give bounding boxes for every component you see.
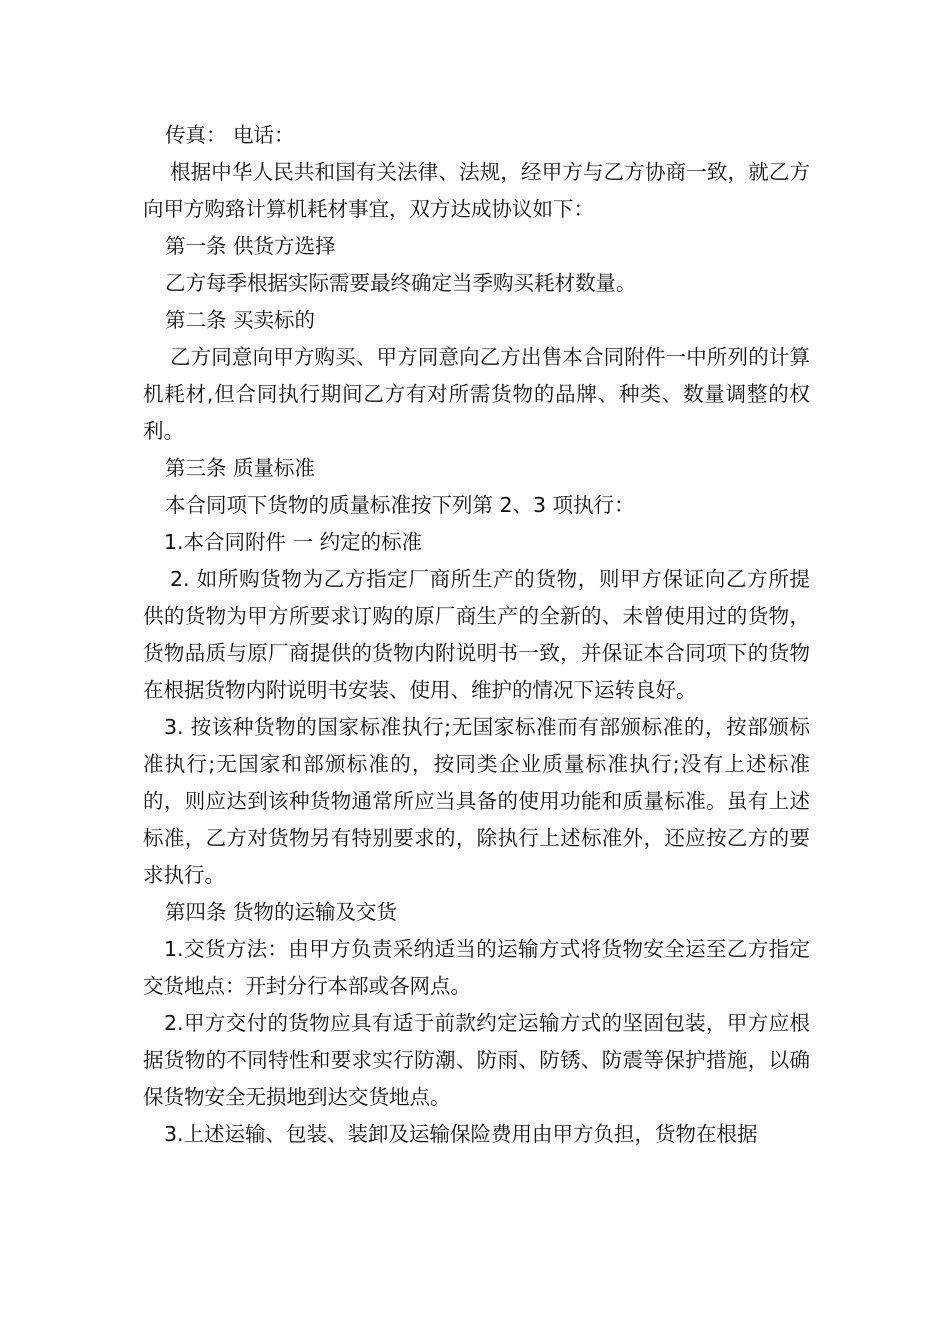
article-3-heading: 第三条 质量标准 <box>165 456 316 480</box>
article-3-intro: 本合同项下货物的质量标准按下列第 2、3 项执行： <box>165 493 635 517</box>
fax-phone-line: 传真： 电话： <box>165 123 295 147</box>
article-1-heading: 第一条 供货方选择 <box>165 234 336 258</box>
article-4-item-2: 2.甲方交付的货物应具有适于前款约定运输方式的坚固包装，甲方应根据货物的不同特性和要求实行防潮、防雨、防锈、防震等保护措施，以确保货物安全无损地到达交货地点。 <box>143 1011 810 1109</box>
article-3-item-3: 3. 按该种货物的国家标准执行;无国家标准而有部颁标准的，按部颁标准执行;无国家和部颁标准的，按同类企业质量标准执行;没有上述标准的，则应达到该种货物通常所应当具备的使用功能和质量标准。虽有上述标准，乙方对货物另有特别要求的，除执行上述标准外，还应按乙方的要求执行。 <box>143 715 810 887</box>
article-2-body: 乙方同意向甲方购买、甲方同意向乙方出售本合同附件一中所列的计算机耗材,但合同执行期间乙方有对所需货物的品牌、种类、数量调整的权利。 <box>143 345 810 443</box>
article-3-item-1: 1.本合同附件 一 约定的标准 <box>164 530 423 554</box>
article-4-item-3: 3.上述运输、包装、装卸及运输保险费用由甲方负担，货物在根据 <box>164 1122 758 1146</box>
article-4-heading: 第四条 货物的运输及交货 <box>165 900 398 924</box>
article-4-item-1: 1.交货方法：由甲方负责采纳适当的运输方式将货物安全运至乙方指定交货地点：开封分行本部或各网点。 <box>143 937 810 998</box>
article-1-body: 乙方每季根据实际需要最终确定当季购买耗材数量。 <box>165 271 637 295</box>
preamble-paragraph: 根据中华人民共和国有关法律、法规，经甲方与乙方协商一致，就乙方向甲方购臵计算机耗材事宜，双方达成协议如下： <box>143 160 810 221</box>
article-2-heading: 第二条 买卖标的 <box>165 308 316 332</box>
document-body <box>143 117 810 1153</box>
article-3-item-2: 2. 如所购货物为乙方指定厂商所生产的货物，则甲方保证向乙方所提供的货物为甲方所要求订购的原厂商生产的全新的、未曾使用过的货物，货物品质与原厂商提供的货物内附说明书一致，并保证本合同项下的货物在根据货物内附说明书安装、使用、维护的情况下运转良好。 <box>143 567 810 702</box>
